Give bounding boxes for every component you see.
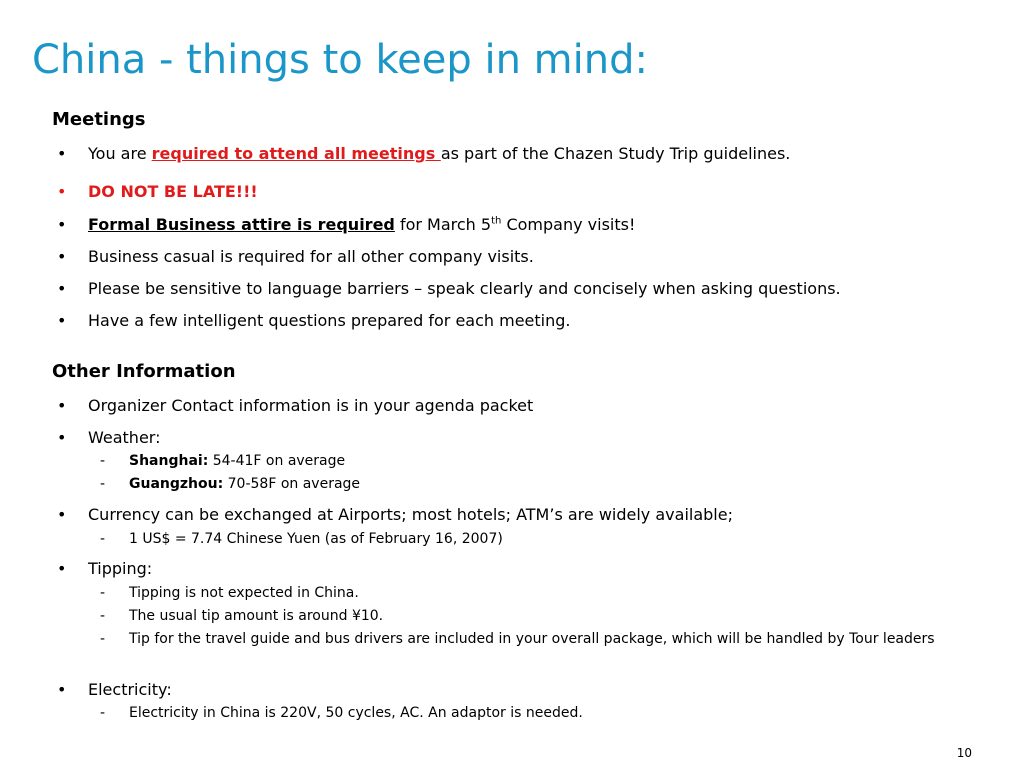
bullet-text: Business casual is required for all other company visits.: [88, 247, 534, 266]
bullet-marker: •: [57, 505, 67, 524]
bullet-marker: •: [57, 428, 67, 447]
city-temperature: 70-58F on average: [223, 476, 361, 492]
formal-attire-emphasis: Formal Business attire is required: [88, 215, 395, 234]
city-label: Guangzhou:: [129, 476, 224, 492]
bullet-marker: •: [57, 279, 67, 298]
bullet-text: Weather:: [88, 428, 161, 447]
bullet-marker: •: [57, 215, 67, 234]
city-temperature: 54-41F on average: [208, 453, 346, 469]
bullet-text: [88, 214, 635, 236]
sub-item-text: Tipping is not expected in China.: [129, 585, 359, 601]
bullet-text: DO NOT BE LATE!!!: [88, 182, 258, 201]
dash-marker: -: [100, 531, 106, 547]
bullet-marker: •: [57, 247, 67, 266]
bullet-text-part: as part of the Chazen Study Trip guidelines.: [440, 144, 791, 163]
other-info-heading: Other Information: [52, 361, 236, 382]
bullet-text: [88, 143, 790, 165]
bullet-text-part: You are: [88, 144, 152, 163]
dash-marker: -: [100, 585, 106, 601]
bullet-text: Tipping:: [88, 559, 153, 578]
dash-marker: -: [100, 705, 106, 721]
bullet-text-part: for March 5: [394, 215, 492, 234]
sub-item-text: [129, 475, 360, 494]
bullet-marker: •: [57, 680, 67, 699]
dash-marker: -: [100, 608, 106, 624]
bullet-marker: •: [57, 182, 67, 201]
bullet-text: Electricity:: [88, 680, 172, 699]
required-meetings-link[interactable]: required to attend all meetings: [151, 144, 441, 163]
sub-item-text: Tip for the travel guide and bus drivers are included in your overall package, which will be handled by Tour leaders: [129, 631, 935, 647]
bullet-text: Organizer Contact information is in your agenda packet: [88, 396, 534, 415]
dash-marker: -: [100, 453, 106, 469]
bullet-marker: •: [57, 396, 67, 415]
sub-item-text: Electricity in China is 220V, 50 cycles, AC. An adaptor is needed.: [129, 705, 583, 721]
bullet-text-part: Company visits!: [501, 215, 636, 234]
sub-item-text: [129, 452, 345, 471]
superscript: th: [491, 215, 502, 227]
bullet-text: Currency can be exchanged at Airports; most hotels; ATM’s are widely available;: [88, 505, 733, 524]
dash-marker: -: [100, 476, 106, 492]
sub-item-text: 1 US$ = 7.74 Chinese Yuen (as of February 16, 2007): [129, 531, 503, 547]
meetings-heading: Meetings: [52, 109, 146, 130]
bullet-text: Please be sensitive to language barriers – speak clearly and concisely when asking questions.: [88, 279, 841, 298]
bullet-text: Have a few intelligent questions prepared for each meeting.: [88, 311, 571, 330]
sub-item-text: The usual tip amount is around ¥10.: [129, 608, 384, 624]
dash-marker: -: [100, 631, 106, 647]
bullet-marker: •: [57, 311, 67, 330]
bullet-marker: •: [57, 559, 67, 578]
city-label: Shanghai:: [129, 453, 209, 469]
page-number: 10: [956, 746, 972, 760]
slide-title: China - things to keep in mind:: [32, 37, 648, 83]
bullet-marker: •: [57, 144, 67, 163]
